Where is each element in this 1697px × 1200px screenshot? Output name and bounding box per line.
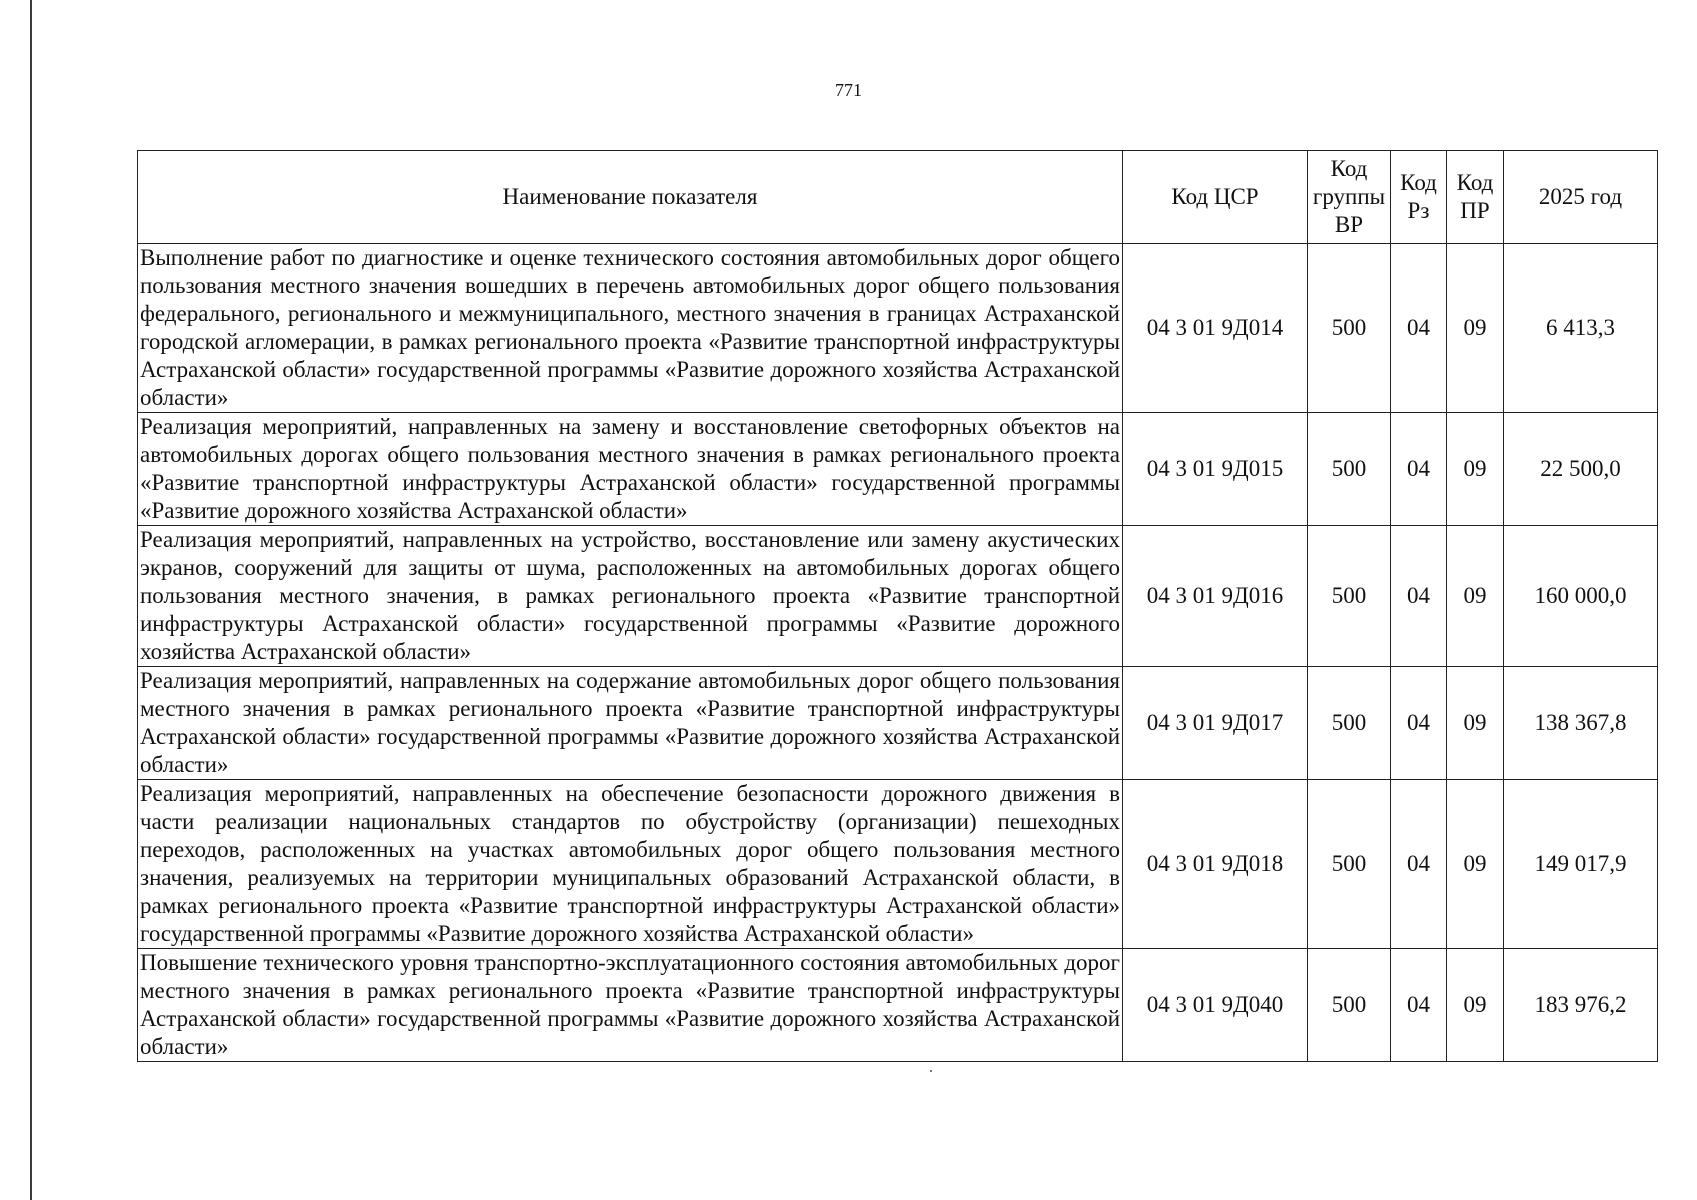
header-vr-line2: группы <box>1312 184 1386 209</box>
header-year: 2025 год <box>1504 151 1658 244</box>
row-amount: 138 367,8 <box>1504 667 1658 780</box>
header-vr <box>1308 151 1391 244</box>
row-pr: 09 <box>1447 949 1504 1062</box>
row-csr: 04 3 01 9Д016 <box>1123 526 1308 667</box>
row-name: Реализация мероприятий, направленных на обеспечение безопасности дорожного движения в части реализации национальных стандартов по обустройству (организации) пешеходных переходов, расположенных на участках автомобильных дорог общего пользования местного значения, реализуемых на территории муниципальных образований Астраханской области, в рамках регионального проекта «Развитие транспортной инфраструктуры Астраханской области» государственной программы «Развитие дорожного хозяйства Астраханской области» <box>138 780 1123 949</box>
row-pr: 09 <box>1447 526 1504 667</box>
row-name: Повышение технического уровня транспортно-эксплуатационного состояния автомобильных дорог местного значения в рамках регионального проекта «Развитие транспортной инфраструктуры Астраханской области» государственной программы «Развитие дорожного хозяйства Астраханской области» <box>138 949 1123 1062</box>
header-pr-line2: ПР <box>1460 198 1490 223</box>
table-header-row <box>138 151 1658 244</box>
header-rz-line1: Код <box>1400 170 1437 195</box>
row-rz: 04 <box>1391 780 1447 949</box>
header-vr-line1: Код <box>1330 156 1368 181</box>
row-vr: 500 <box>1308 526 1391 667</box>
row-pr: 09 <box>1447 244 1504 413</box>
row-name: Выполнение работ по диагностике и оценке технического состояния автомобильных дорог общего пользования местного значения вошедших в перечень автомобильных дорог общего пользования федерального, регионального и межмуниципального, местного значения в границах Астраханской городской агломерации, в рамках регионального проекта «Развитие транспортной инфраструктуры Астраханской области» государственной программы «Развитие дорожного хозяйства Астраханской области» <box>138 244 1123 413</box>
row-csr: 04 3 01 9Д015 <box>1123 413 1308 526</box>
row-csr: 04 3 01 9Д018 <box>1123 780 1308 949</box>
header-rz-line2: Рз <box>1407 198 1430 223</box>
row-rz: 04 <box>1391 949 1447 1062</box>
header-pr <box>1447 151 1504 244</box>
header-csr: Код ЦСР <box>1123 151 1308 244</box>
row-name: Реализация мероприятий, направленных на устройство, восстановление или замену акустических экранов, сооружений для защиты от шума, расположенных на автомобильных дорогах общего пользования местного значения, в рамках регионального проекта «Развитие транспортной инфраструктуры Астраханской области» государственной программы «Развитие дорожного хозяйства Астраханской области» <box>138 526 1123 667</box>
table-row <box>138 244 1658 413</box>
budget-table <box>137 150 1658 1062</box>
row-amount: 6 413,3 <box>1504 244 1658 413</box>
row-rz: 04 <box>1391 244 1447 413</box>
table-row <box>138 780 1658 949</box>
row-rz: 04 <box>1391 667 1447 780</box>
row-csr: 04 3 01 9Д014 <box>1123 244 1308 413</box>
header-rz <box>1391 151 1447 244</box>
row-vr: 500 <box>1308 244 1391 413</box>
row-vr: 500 <box>1308 780 1391 949</box>
row-amount: 22 500,0 <box>1504 413 1658 526</box>
row-rz: 04 <box>1391 526 1447 667</box>
row-name: Реализация мероприятий, направленных на замену и восстановление светофорных объектов на автомобильных дорогах общего пользования местного значения в рамках регионального проекта «Развитие транспортной инфраструктуры Астраханской области» государственной программы «Развитие дорожного хозяйства Астраханской области» <box>138 413 1123 526</box>
scan-speck <box>930 1070 932 1072</box>
page-number: 771 <box>835 80 862 100</box>
row-csr: 04 3 01 9Д017 <box>1123 667 1308 780</box>
header-vr-line3: ВР <box>1334 212 1364 237</box>
table-row <box>138 413 1658 526</box>
row-amount: 183 976,2 <box>1504 949 1658 1062</box>
row-pr: 09 <box>1447 667 1504 780</box>
row-vr: 500 <box>1308 949 1391 1062</box>
table-row <box>138 667 1658 780</box>
row-amount: 160 000,0 <box>1504 526 1658 667</box>
row-pr: 09 <box>1447 780 1504 949</box>
header-pr-line1: Код <box>1456 170 1494 195</box>
row-rz: 04 <box>1391 413 1447 526</box>
binding-margin-line <box>30 0 32 1200</box>
row-vr: 500 <box>1308 413 1391 526</box>
row-csr: 04 3 01 9Д040 <box>1123 949 1308 1062</box>
header-name: Наименование показателя <box>138 151 1123 244</box>
row-amount: 149 017,9 <box>1504 780 1658 949</box>
row-name: Реализация мероприятий, направленных на содержание автомобильных дорог общего пользования местного значения в рамках регионального проекта «Развитие транспортной инфраструктуры Астраханской области» государственной программы «Развитие дорожного хозяйства Астраханской области» <box>138 667 1123 780</box>
row-pr: 09 <box>1447 413 1504 526</box>
row-vr: 500 <box>1308 667 1391 780</box>
table-row <box>138 949 1658 1062</box>
table-row <box>138 526 1658 667</box>
